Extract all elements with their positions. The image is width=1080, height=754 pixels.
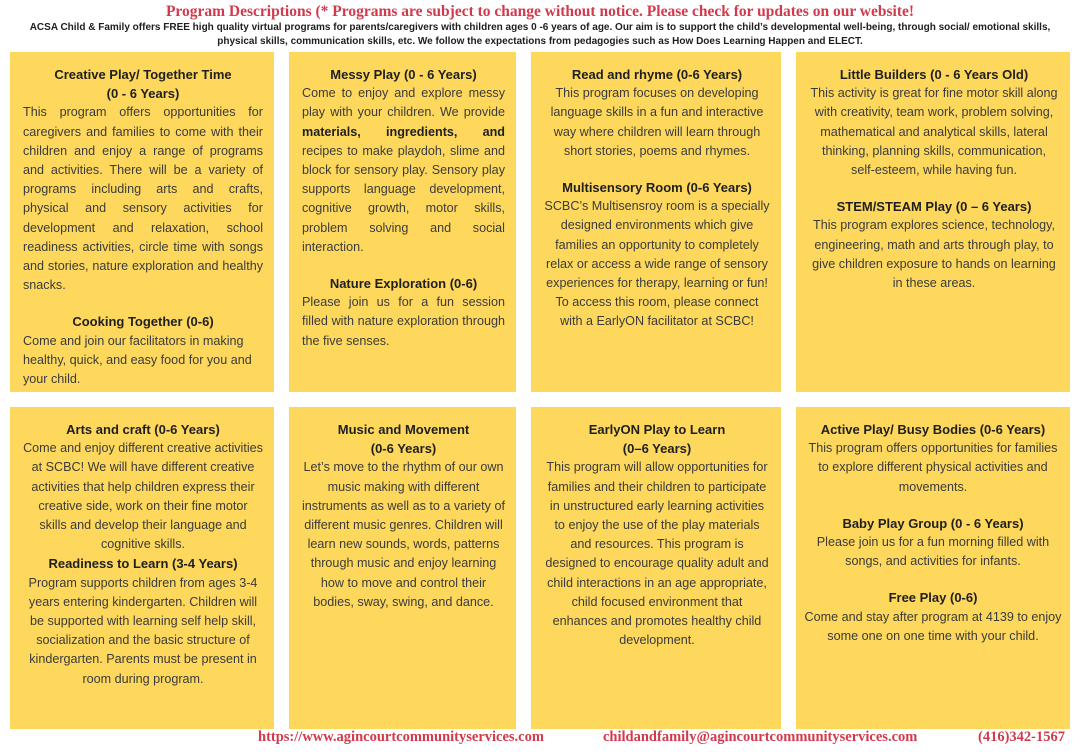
card-earlyon-play-to-learn (531, 407, 781, 729)
card-heading: Little Builders (0 - 6 Years Old) (839, 67, 1029, 82)
footer (0, 729, 1080, 749)
card-text-bold: materials, ingredients, and (302, 124, 505, 139)
card-text: SCBC’s Multisensroy room is a specially designed environments which give families an opportunity to completely relax or access a wide range of sensory experiences for therapy, learning or fun! To access this room, please connect with a EarlyON facilitator at SCBC! (544, 199, 770, 329)
card-heading: Free Play (0-6) (888, 590, 978, 606)
card-heading: Read and rhyme (0-6 Years) (571, 67, 743, 82)
card-text: This program focuses on developing language skills in a fun and interactive way where children will learn through short stories, poems and rhymes. (550, 86, 764, 158)
card-creative-play (10, 52, 274, 392)
card-text: Come and join our facilitators in making healthy, quick, and easy food for you and your child. (23, 333, 252, 387)
card-heading: EarlyON Play to Learn (588, 422, 726, 437)
card-text: Come and enjoy different creative activities at SCBC! We will have different creative activities that help children express their creative side, work on their fine motor skills and develop their language and cognitive skills. (23, 441, 263, 552)
card-heading: Cooking Together (0-6) (72, 314, 214, 330)
website-link[interactable]: https://www.agincourtcommunityservices.com (258, 729, 544, 745)
email-link[interactable]: childandfamily@agincourtcommunityservices.com (603, 729, 918, 745)
card-read-and-rhyme (531, 52, 781, 392)
card-heading-age: (0 - 6 Years) (106, 86, 180, 102)
card-text: Please join us for a fun morning filled with songs, and activities for infants. (816, 535, 1050, 569)
card-text: This program offers opportunities for caregivers and families to come with their children and enjoy a range of programs and activities. There will be a variety of programs including arts and crafts, physical and sensory activities for development and relaxation, school readiness activities, circle time with songs and stories, nature exploration and healthy snacks. (23, 105, 263, 293)
card-text: This program offers opportunities for families to explore different physical activities and movements. (808, 441, 1058, 494)
card-music-and-movement (289, 407, 516, 729)
intro-paragraph: ACSA Child & Family offers FREE high quality virtual programs for parents/caregivers with children ages 0 -6 years of age. Our aim is to support the child’s developmental well-being, through social/ emotional skills, physical skills, communication skills, etc. We follow the expectations from pedagogies such as How Does Learning Happen and ELECT. (29, 22, 1051, 47)
card-text: This program will allow opportunities for families and their children to participate in unstructured early learning activities to enjoy the use of the play materials and resources. This program is designed to encourage quality adult and child interactions in an age appropriate, child focused environment that enhances and promotes healthy child development. (545, 460, 769, 648)
card-arts-and-craft (10, 407, 274, 729)
card-text: This program explores science, technology, engineering, math and arts through play, to give children exposure to hands on learning in these areas. (812, 218, 1056, 291)
card-text: Let’s move to the rhythm of our own music making with different instruments as well as to a variety of different music genres. Children will learn new sounds, words, patterns through music and enjoy learning how to move and control their bodies, sway, swing, and dance. (302, 460, 505, 609)
card-heading: Nature Exploration (0-6) (329, 276, 478, 292)
card-text (302, 84, 505, 257)
card-heading-age: (0-6 Years) (370, 441, 437, 457)
card-heading: Music and Movement (337, 422, 470, 437)
card-heading: Multisensory Room (0-6 Years) (562, 180, 752, 196)
card-messy-play (289, 52, 516, 392)
card-heading: Messy Play (0 - 6 Years) (330, 67, 477, 82)
card-heading: Active Play/ Busy Bodies (0-6 Years) (820, 422, 1046, 437)
phone-number: (416)342-1567 (978, 729, 1065, 745)
card-heading: Readiness to Learn (3-4 Years) (48, 556, 238, 572)
card-active-play (796, 407, 1070, 729)
card-heading-age: (0–6 Years) (622, 441, 692, 457)
card-heading: Baby Play Group (0 - 6 Years) (842, 515, 1024, 531)
card-little-builders (796, 52, 1070, 392)
card-text: Please join us for a fun session filled with nature exploration through the five senses. (302, 295, 505, 348)
card-heading: Arts and craft (0-6 Years) (66, 422, 220, 437)
card-heading: Creative Play/ Together Time (54, 67, 232, 82)
card-heading: STEM/STEAM Play (0 – 6 Years) (836, 199, 1032, 215)
card-text: Come and stay after program at 4139 to enjoy some one on one time with your child. (804, 609, 1062, 643)
card-text-part: Come to enjoy and explore messy play with your children. We provide (302, 86, 505, 120)
card-text: Program supports children from ages 3-4 years entering kindergarten. Children will be supported with learning self help skill, socialization and the basic structure of kindergarten. Parents must be present in room during program. (28, 575, 258, 686)
page-title: Program Descriptions (* Programs are subject to change without notice. Please check for updates on our website! (165, 3, 915, 20)
card-text: This activity is great for fine motor skill along with creativity, team work, problem solving, mathematical and analytical skills, lateral thinking, planning skills, communication, self-esteem, while having fun. (810, 86, 1058, 178)
card-text-part: recipes to make playdoh, slime and block for sensory play. Sensory play supports language development, cognitive growth, motor skills, problem solving and social interaction. (302, 143, 505, 254)
